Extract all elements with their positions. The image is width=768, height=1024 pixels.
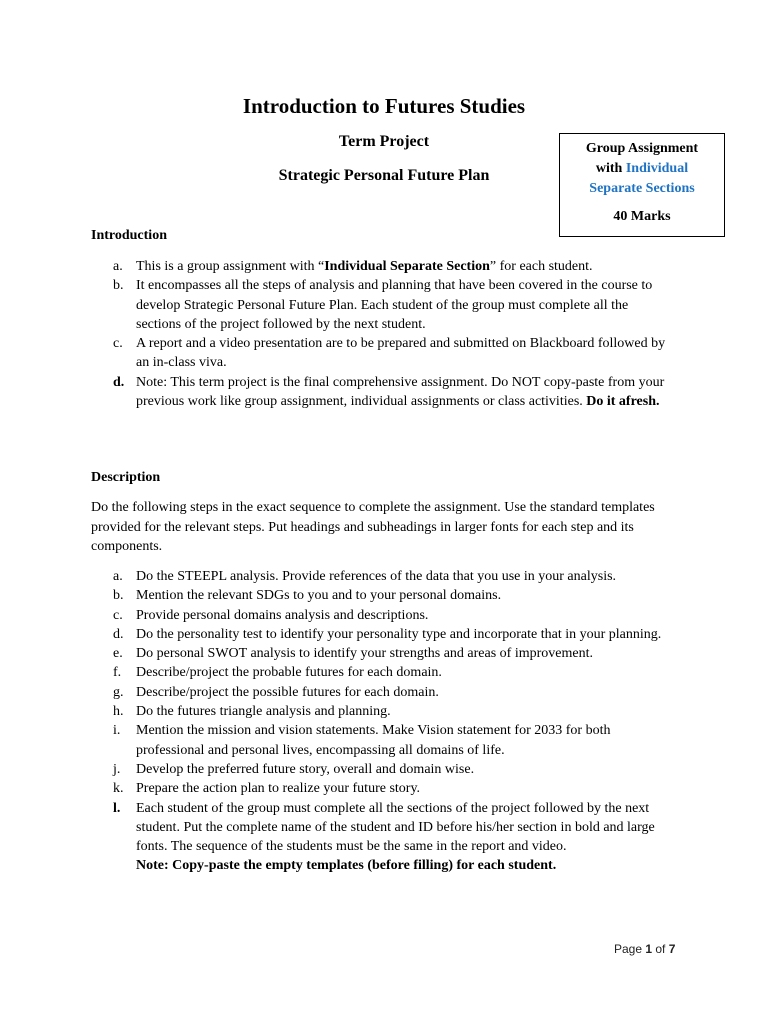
document-subtitle-2: Strategic Personal Future Plan [278,167,490,184]
page-number: Page 1 of 7 [614,942,676,956]
list-item: c. Provide personal domains analysis and descriptions. [113,607,429,623]
list-item: c. A report and a video presentation are to be prepared and submitted on Blackboard followed by an in-class viva. [113,336,666,371]
document-subtitle: Term Project [338,133,430,150]
list-item: b. It encompasses all the steps of analysis and planning that have been covered in the course to develop Strategic Personal Future Plan. Each student of the group must complete all the sections of the project followed by the next student. [113,278,653,332]
document-title: Introduction to Futures Studies [242,94,526,118]
description-paragraph: Do the following steps in the exact sequence to complete the assignment. Use the standard templates provided for the relevant steps. Put headings and subheadings in larger fonts for each step and its components. [91,500,655,554]
list-item: h. Do the futures triangle analysis and planning. [113,704,391,720]
list-item: j. Develop the preferred future story, overall and domain wise. [113,761,475,777]
box-marks: 40 Marks [613,209,671,224]
box-line-2: with Individual [595,161,689,176]
list-item: a. This is a group assignment with “Individual Separate Section” for each student. [113,259,593,274]
list-item: a. Do the STEEPL analysis. Provide references of the data that you use in your analysis. [113,569,617,584]
list-item: d. Note: This term project is the final comprehensive assignment. Do NOT copy-paste from your previous work like group assignment, individual assignments or class activities. Do it afresh. [113,374,665,410]
list-item: i. Mention the mission and vision statements. Make Vision statement for 2033 for both professional and personal lives, encompassing all domains of life. [113,723,611,758]
list-item: g. Describe/project the possible futures for each domain. [113,684,439,700]
description-heading: Description [91,470,161,485]
list-item: k. Prepare the action plan to realize your future story. [113,781,421,797]
introduction-heading: Introduction [91,228,167,243]
box-line-1: Group Assignment [585,141,699,156]
list-item: l. Each student of the group must complete all the sections of the project followed by the next student. Put the complete name of the student and ID before his/her section in bold and large fonts. The sequence of the students must be the same in the report and video. Note: Copy-paste the empty templates (before filling) for each student. [113,800,655,874]
introduction-list [0,257,676,411]
assignment-info-box [559,133,725,237]
box-line-3: Separate Sections [589,181,695,196]
list-item: b. Mention the relevant SDGs to you and to your personal domains. [113,588,502,604]
description-list [0,567,676,876]
list-item: d. Do the personality test to identify your personality type and incorporate that in your planning. [113,626,662,642]
list-item: e. Do personal SWOT analysis to identify your strengths and areas of improvement. [113,646,593,662]
list-item: f. Describe/project the probable futures for each domain. [113,665,442,681]
